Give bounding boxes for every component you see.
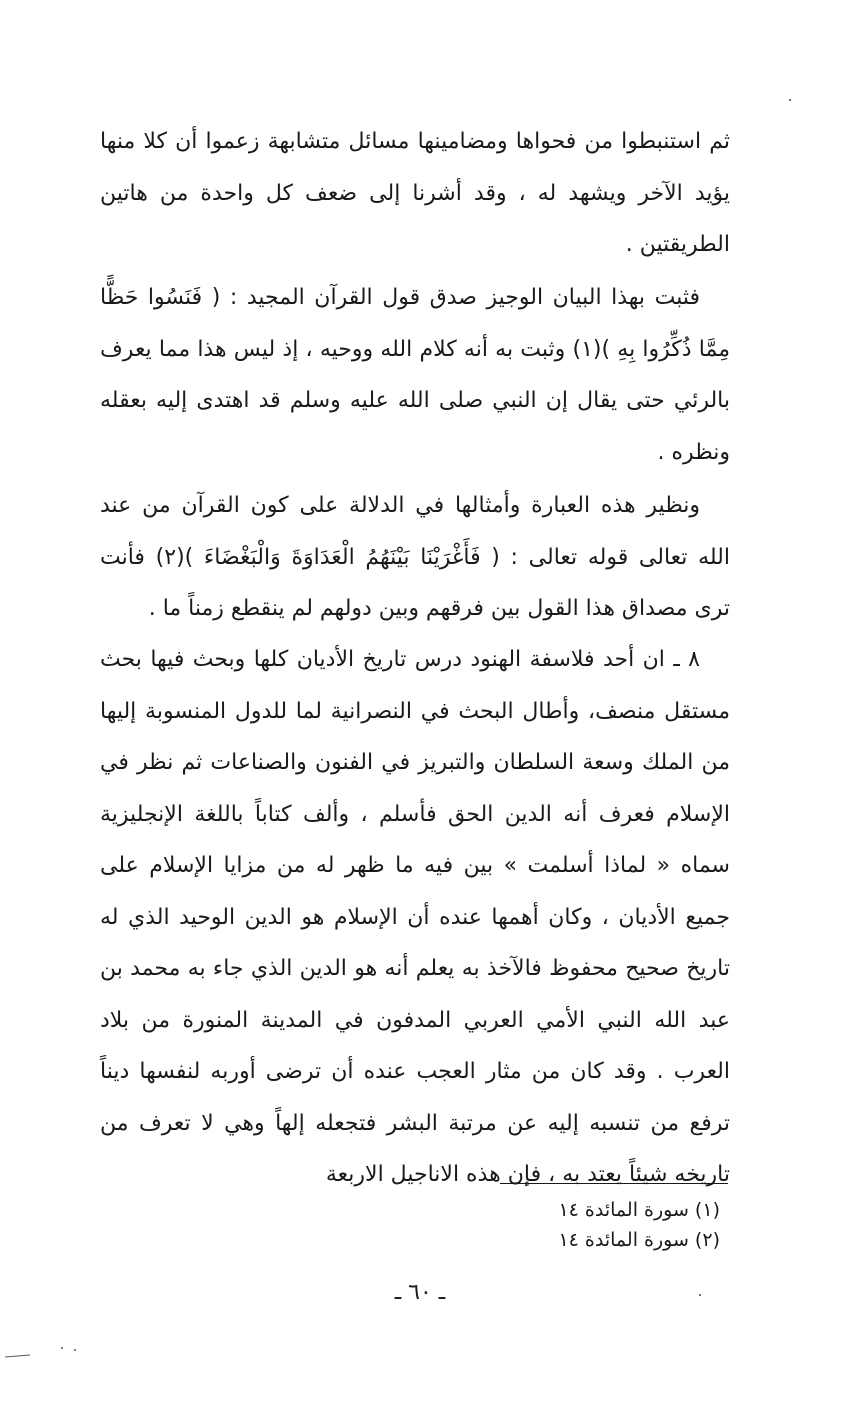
footnotes bbox=[420, 1195, 720, 1255]
page-number: ـ ٦٠ ـ bbox=[394, 1280, 446, 1305]
body-paragraph-2 bbox=[100, 272, 730, 478]
footnote-divider bbox=[500, 1183, 728, 1184]
body-paragraph-4 bbox=[100, 634, 730, 1201]
paragraph-text: ونظير هذه العبارة وأمثالها في الدلالة على كون القرآن من عند الله تعالى قوله تعالى : ( فَأَغْرَيْنَا بَيْنَهُمُ الْعَدَاوَةَ وَالْبَغْضَاءَ )(٢) فأنت ترى مصداق هذا القول بين فرقهم وبين دولهم لم ينقطع زمناً ما . bbox=[100, 493, 730, 621]
paragraph-text: ثم استنبطوا من فحواها ومضامينها مسائل متشابهة زعموا أن كلا منها يؤيد الآخر ويشهد له ، وقد أشرنا إلى ضعف كل واحدة من هاتين الطريقتين . bbox=[100, 129, 730, 257]
paragraph-text: فثبت بهذا البيان الوجيز صدق قول القرآن المجيد : ( فَنَسُوا حَظًّا مِمَّا ذُكِّرُوا بِهِ )(١) وثبت به أنه كلام الله ووحيه ، إذ ليس هذا مما يعرف بالرئي حتى يقال إن النبي صلى الله عليه وسلم قد اهتدى إليه بعقله ونظره . bbox=[100, 285, 730, 465]
body-paragraph-1 bbox=[100, 116, 730, 271]
footnote-2: (٢) سورة المائدة ١٤ bbox=[558, 1229, 720, 1251]
footnote-1: (١) سورة المائدة ١٤ bbox=[558, 1199, 720, 1221]
body-paragraph-3 bbox=[100, 480, 730, 635]
paragraph-text: ٨ ـ ان أحد فلاسفة الهنود درس تاريخ الأديان كلها وبحث فيها بحث مستقل منصف، وأطال البحث في النصرانية لما للدول المنسوبة إليها من الملك وسعة السلطان والتبريز في الفنون والصناعات ثم نظر في الإسلام فعرف أنه الدين الحق فأسلم ، وألف كتاباً باللغة الإنجليزية سماه « لماذا أسلمت » بين فيه ما ظهر له من مزايا الإسلام على جميع الأديان ، وكان أهمها عنده أن الإسلام هو الدين الوحيد الذي له تاريخ صحيح محفوظ فالآخذ به يعلم أنه هو الدين الذي جاء به محمد بن عبد الله النبي الأمي العربي المدفون في المدينة المنورة من بلاد العرب . وقد كان من مثار العجب عنده أن ترضى أوربه لنفسها ديناً ترفع من تنسبه إليه عن مرتبة البشر فتجعله إلهاً وهي لا تعرف من تاريخه شيئاً يعتد به ، فإن هذه الاناجيل الاربعة bbox=[100, 647, 730, 1187]
